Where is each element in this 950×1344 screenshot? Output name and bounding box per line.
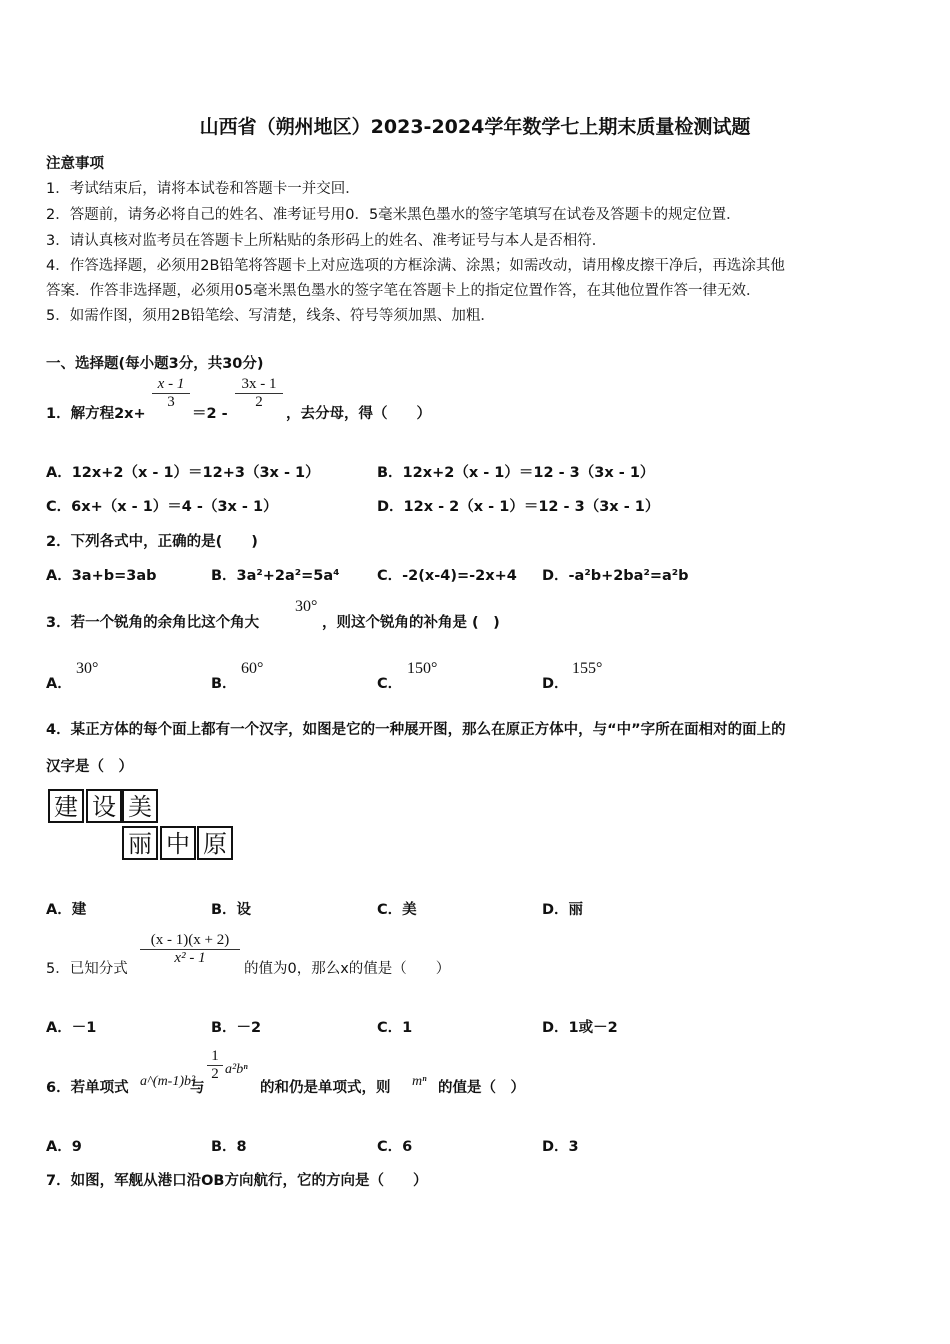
q4-option-a: A．建 [46, 902, 87, 918]
q1-option-b: B．12x+2（x - 1）＝12 - 3（3x - 1） [377, 465, 655, 481]
q6-term1: a^(m-1)b² [140, 1074, 196, 1089]
q3-option-c-value: 150° [407, 660, 438, 677]
q6-option-d: D．3 [542, 1139, 579, 1155]
q2-option-b: B．3a²+2a²=5a⁴ [211, 568, 340, 584]
net-cell: 美 [122, 789, 158, 823]
section-heading: 一、选择题(每小题3分，共30分) [46, 356, 264, 372]
q6-prefix: 6．若单项式 [46, 1080, 129, 1096]
q6-term2: a²bⁿ [225, 1062, 248, 1077]
q5-prefix: 5．已知分式 [46, 961, 128, 977]
q6-coefficient [207, 1048, 223, 1083]
q1-option-c: C．6x+（x - 1）＝4 -（3x - 1） [46, 499, 278, 515]
q5-option-a: A．－1 [46, 1020, 97, 1036]
page-title: 山西省（朔州地区）2023-2024学年数学七上期末质量检测试题 [199, 116, 751, 138]
q1-frac1-num: x - 1 [157, 376, 185, 392]
note-line: 4．作答选择题，必须用2B铅笔将答题卡上对应选项的方框涂满、涂黑；如需改动，请用橡皮擦干净后，再选涂其他 [46, 258, 785, 274]
note-line: 3．请认真核对监考员在答题卡上所粘贴的条形码上的姓名、准考证号与本人是否相符． [46, 233, 607, 249]
note-line: 2．答题前，请务必将自己的姓名、准考证号用0．5毫米黑色墨水的签字笔填写在试卷及答题卡的规定位置． [46, 207, 741, 223]
q3-option-a-value: 30° [76, 660, 99, 677]
q1-mid: ＝2 - [192, 406, 228, 422]
net-cell: 中 [160, 826, 196, 860]
q1-prefix: 1．解方程2x+ [46, 406, 146, 422]
net-cell: 建 [48, 789, 84, 823]
q6-suffix-b: 的值是（ ） [438, 1080, 525, 1096]
q1-frac2-num: 3x - 1 [241, 376, 277, 392]
q6-option-a: A．9 [46, 1139, 82, 1155]
q6-suffix-a: 的和仍是单项式，则 [260, 1080, 391, 1096]
q6-option-b: B．8 [211, 1139, 247, 1155]
q2-option-c: C．-2(x-4)=-2x+4 [377, 568, 517, 584]
q5-option-d: D．1或－2 [542, 1020, 618, 1036]
q5-frac-den: x² - 1 [174, 950, 206, 966]
q2-option-a: A．3a+b=3ab [46, 568, 157, 584]
q1-frac2-den: 2 [255, 394, 263, 410]
note-line: 1．考试结束后，请将本试卷和答题卡一并交回． [46, 181, 360, 197]
q3-stem-b: ，则这个锐角的补角是 ( ) [322, 615, 500, 631]
q6-option-c: C．6 [377, 1139, 413, 1155]
net-cell: 丽 [122, 826, 158, 860]
q1-suffix: ，去分母，得（ ） [286, 406, 431, 422]
q5-suffix: 的值为0，那么x的值是（ ） [244, 961, 451, 977]
q2-stem: 2．下列各式中，正确的是( ) [46, 534, 258, 550]
q3-stem-a: 3．若一个锐角的余角比这个角大 [46, 615, 260, 631]
q1-option-d: D．12x - 2（x - 1）＝12 - 3（3x - 1） [377, 499, 660, 515]
net-cell: 设 [86, 789, 122, 823]
q5-option-c: C．1 [377, 1020, 413, 1036]
q1-fraction-1 [152, 376, 190, 411]
q4-option-c: C．美 [377, 902, 417, 918]
q7-stem: 7．如图，军舰从港口沿OB方向航行，它的方向是（ ） [46, 1173, 428, 1189]
note-line: 答案．作答非选择题，必须用05毫米黑色墨水的签字笔在答题卡上的指定位置作答，在其他位置作答一律无效． [46, 283, 761, 299]
q1-fraction-2 [235, 376, 283, 411]
q1-frac1-den: 3 [167, 394, 175, 410]
q3-angle: 30° [295, 598, 318, 615]
q6-coef-den: 2 [211, 1066, 219, 1082]
q4-stem-line1: 4．某正方体的每个面上都有一个汉字，如图是它的一种展开图，那么在原正方体中，与“中”字所在面相对的面上的 [46, 722, 786, 738]
q3-option-a-label: A． [46, 676, 72, 692]
q5-option-b: B．－2 [211, 1020, 262, 1036]
q4-stem-line2: 汉字是（ ） [46, 759, 133, 775]
q6-power: mⁿ [412, 1074, 427, 1089]
note-line: 5．如需作图，须用2B铅笔绘、写清楚，线条、符号等须加黑、加粗． [46, 308, 495, 324]
q6-coef-num: 1 [211, 1048, 219, 1064]
q5-fraction [140, 932, 240, 967]
q3-option-d-label: D． [542, 676, 569, 692]
q2-option-d: D．-a²b+2ba²=a²b [542, 568, 689, 584]
q3-option-d-value: 155° [572, 660, 603, 677]
q4-option-b: B．设 [211, 902, 252, 918]
q3-option-b-value: 60° [241, 660, 264, 677]
q6-mid: 与 [190, 1080, 205, 1096]
q3-option-c-label: C． [377, 676, 403, 692]
q5-frac-num: (x - 1)(x + 2) [150, 932, 230, 948]
q1-option-a: A．12x+2（x - 1）＝12+3（3x - 1） [46, 465, 320, 481]
q3-option-b-label: B． [211, 676, 237, 692]
notes-heading: 注意事项 [46, 156, 104, 172]
net-cell: 原 [197, 826, 233, 860]
q4-option-d: D．丽 [542, 902, 584, 918]
